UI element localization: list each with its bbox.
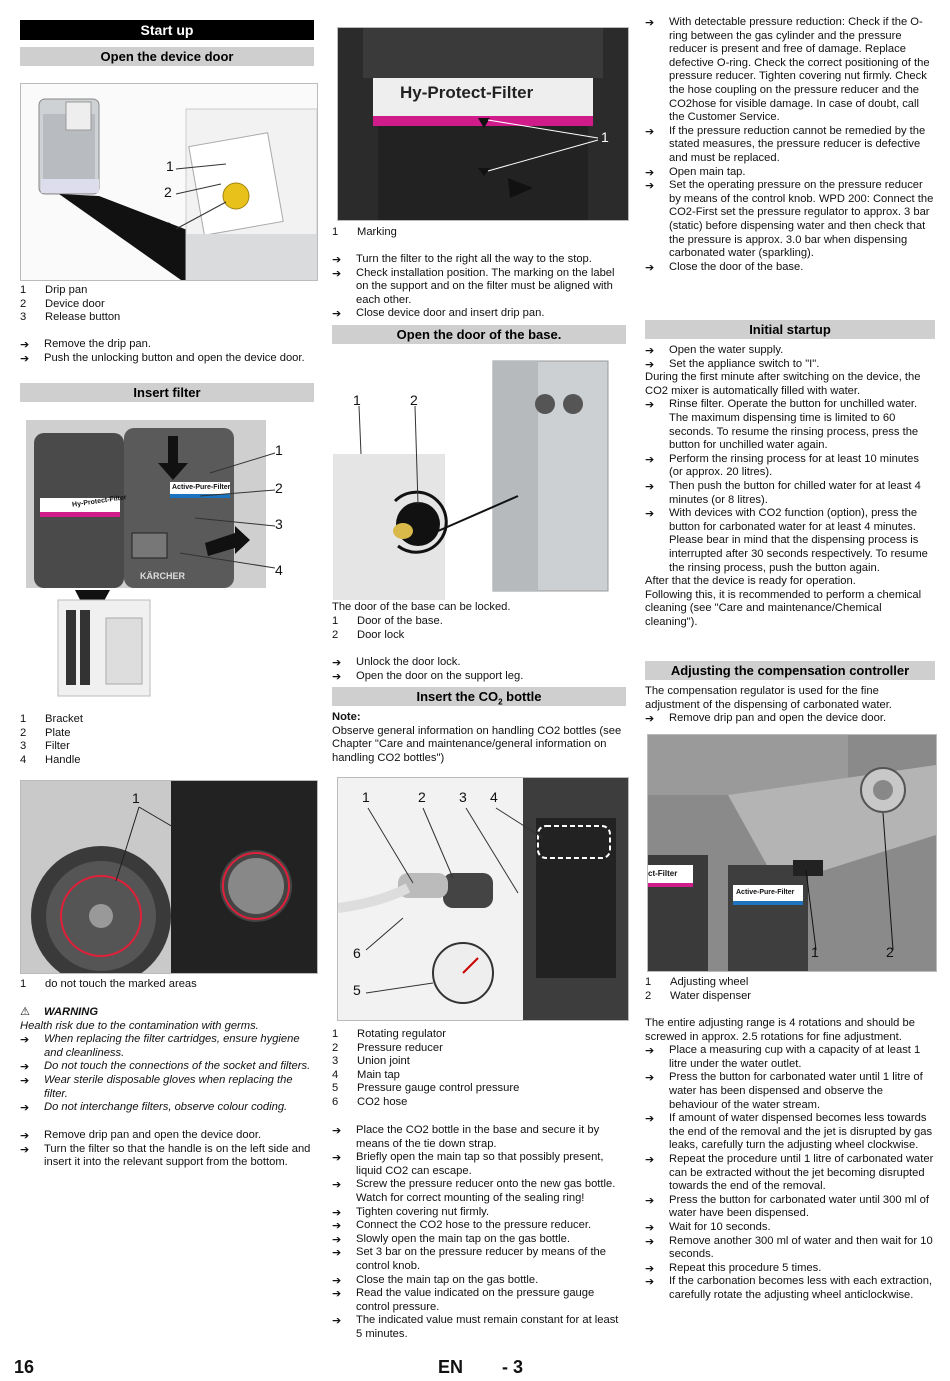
heading-compensation-controller: Adjusting the compensation controller [645, 661, 935, 680]
arrow-icon: ➔ [645, 1193, 655, 1207]
arrow-icon: ➔ [332, 1219, 342, 1233]
co2-note: Note: Observe general information on handling CO2 bottles (see Chapter "Care and maintenance/general information on handling CO2 bottles") [332, 711, 622, 764]
arrow-icon: ➔ [332, 307, 342, 321]
arrow-icon: ➔ [332, 1246, 342, 1260]
arrow-icon: ➔ [645, 344, 655, 357]
arrow-icon: ➔ [332, 1232, 342, 1246]
active-pure-label: Active-Pure-Filter [172, 484, 231, 491]
arrow-icon: ➔ [645, 124, 655, 138]
arrow-icon: ➔ [645, 1261, 655, 1275]
arrow-icon: ➔ [332, 1287, 342, 1301]
arrow-icon: ➔ [645, 357, 655, 371]
initial-startup-body: ➔ Open the water supply. ➔ Set the appliance switch to "I". During the first minute after switching on the device, the CO2 mixer is automatically filled with water. ➔ Rinse filter. Operate the button for unchilled water. The maximum dispensing time is limited to 60 seconds. To resume the rinsing process, press the button for unchilled water again. ➔ Perform the rinsing process for at least 10 minutes (or approx. 20 litres). ➔ Then push the button for chilled water for at least 4 minutes (or 8 litres). ➔ With devices with CO2 function (option), press the button for carbonated water for at least 4 minutes. Please bear in mind that the dispensing process is interrupted after 30 seconds respectively. To resume the rinsing process, push the button again. After that the device is ready for operation. Following this, it is recommended to perform a chemical cleaning (see "Care and maintenance/Chemical cleaning"). [645, 344, 928, 628]
section-title-start-up: Start up [20, 20, 314, 40]
legend-open-door: 1 Drip pan 2 Device door 3 Release button [20, 284, 121, 324]
steps-pressure: ➔ With detectable pressure reduction: Check if the O-ring between the gas cylinder and the pressure reducer is present and free of damage. Replace defective O-ring. Check the correct positioning of the pressure reducer. Tighten covering nut firmly. Check the hose coupling on the pressure reducer and the CO2hose for visible damage. In case of doubt, call the Customer Service. ➔ If the pressure reduction cannot be remedied by the stated measures, the pressure reducer is defective and must be replaced. ➔ Open main tap. ➔ Set the operating pressure on the pressure reducer by means of the control knob. WPD 200: Connect the CO2-First set the pressure regulator to approx. 3 bar (static) before dispensing water and then check that the pressure is approx. 3.0 bar when dispensing carbonated water (sparkling). ➔ Close the door of the base. [645, 16, 934, 274]
heading-insert-filter: Insert filter [20, 383, 314, 402]
callout-2: 2 [886, 944, 894, 960]
heading-insert-co2: Insert the $CO_2$ bottle [332, 687, 626, 706]
arrow-icon: ➔ [332, 1178, 342, 1192]
hy-protect-label: Hy-Protect-Filter [400, 83, 534, 102]
arrow-icon: ➔ [645, 179, 655, 193]
legend-insert-filter: 1 Bracket 2 Plate 3 Filter 4 Handle [20, 713, 83, 766]
callout-2: 2 [275, 480, 283, 496]
insert-filter-figure [20, 418, 316, 700]
arrow-icon: ➔ [20, 1073, 30, 1087]
callout-5: 5 [353, 982, 361, 998]
hy-protect-label-partial: ct-Filter [648, 869, 678, 878]
steps-co2: ➔ Place the CO2 bottle in the base and secure it by means of the tie down strap. ➔ Briefly open the main tap so that possibly present, liquid CO2 can escape. ➔ Screw the pressure reducer onto the new gas bottle. Watch for correct mounting of the sealing ring! ➔ Tighten covering nut firmly. ➔ Connect the CO2 hose to the pressure reducer. ➔ Slowly open the main tap on the gas bottle. ➔ Set 3 bar on the pressure reducer by means of the control knob. ➔ Close the main tap on the gas bottle. ➔ Read the value indicated on the pressure gauge control pressure. ➔ The indicated value must remain constant for at least 5 minutes. [332, 1124, 619, 1340]
steps-insert-filter: ➔ Remove drip pan and open the device door. ➔ Turn the filter so that the handle is on the left side and insert it into the relevant support from the bottom. [20, 1129, 311, 1169]
arrow-icon: ➔ [332, 1205, 342, 1219]
hy-protect-label: Hy-Protect-Filter [71, 494, 128, 509]
heading-initial-startup: Initial startup [645, 320, 935, 339]
arrow-icon: ➔ [20, 338, 30, 351]
callout-6: 6 [353, 945, 361, 961]
callout-2: 2 [418, 789, 426, 805]
arrow-icon: ➔ [20, 1101, 30, 1115]
marked-areas-figure [20, 780, 318, 974]
callout-1: 1 [275, 442, 283, 458]
arrow-icon: ➔ [20, 351, 30, 365]
arrow-icon: ➔ [645, 507, 655, 521]
arrow-icon: ➔ [20, 1060, 30, 1074]
arrow-icon: ➔ [332, 669, 342, 683]
arrow-icon: ➔ [20, 1142, 30, 1156]
arrow-icon: ➔ [645, 1071, 655, 1085]
arrow-icon: ➔ [332, 1314, 342, 1328]
arrow-icon: ➔ [332, 1273, 342, 1287]
callout-3: 3 [459, 789, 467, 805]
warning-icon: ⚠ [20, 1005, 31, 1018]
arrow-icon: ➔ [332, 656, 342, 669]
steps-open-door: ➔ Remove the drip pan. ➔ Push the unlocking button and open the device door. [20, 338, 305, 365]
arrow-icon: ➔ [645, 165, 655, 179]
compensation-figure [647, 734, 937, 972]
legend-marking: 1 Marking [332, 226, 397, 238]
callout-1: 1 [811, 944, 819, 960]
arrow-icon: ➔ [645, 479, 655, 493]
arrow-icon: ➔ [645, 1112, 655, 1126]
legend-compensation: 1 Adjusting wheel 2 Water dispenser [645, 976, 752, 1002]
arrow-icon: ➔ [645, 16, 655, 29]
active-pure-label: Active-Pure-Filter [736, 889, 795, 896]
arrow-icon: ➔ [645, 260, 655, 274]
callout-1: 1 [132, 790, 140, 806]
arrow-icon: ➔ [20, 1129, 30, 1142]
co2-bottle-figure [337, 777, 629, 1021]
karcher-logo: KÄRCHER [140, 571, 185, 581]
callout-3: 3 [275, 516, 283, 532]
arrow-icon: ➔ [645, 1234, 655, 1248]
callout-4: 4 [490, 789, 498, 805]
legend-marked-areas: 1 do not touch the marked areas [20, 978, 197, 990]
steps-base-door: ➔ Unlock the door lock. ➔ Open the door on the support leg. [332, 656, 524, 683]
callout-1: 1 [362, 789, 370, 805]
arrow-icon: ➔ [332, 1151, 342, 1165]
legend-base-door: 1 Door of the base. 2 Door lock [332, 615, 443, 641]
arrow-icon: ➔ [332, 266, 342, 280]
base-door-intro: The door of the base can be locked. [332, 601, 511, 613]
compensation-intro: The compensation regulator is used for the fine adjustment of the dispensing of carbonated water. ➔ Remove drip pan and open the device door. [645, 685, 892, 726]
arrow-icon: ➔ [645, 1275, 655, 1289]
filter-marking-figure [337, 27, 629, 221]
callout-1: 1 [353, 392, 361, 408]
arrow-icon: ➔ [20, 1033, 30, 1047]
arrow-icon: ➔ [645, 398, 655, 412]
legend-co2: 1 Rotating regulator 2 Pressure reducer 3 Union joint 4 Main tap 5 Pressure gauge control pressure 6 CO2 hose [332, 1028, 520, 1108]
language-code: EN [438, 1357, 464, 1377]
arrow-icon: ➔ [645, 1044, 655, 1058]
arrow-icon: ➔ [645, 1152, 655, 1166]
heading-open-base-door: Open the door of the base. [332, 325, 626, 344]
device-door-figure [20, 83, 318, 281]
arrow-icon: ➔ [332, 1124, 342, 1137]
callout-2: 2 [410, 392, 418, 408]
steps-compensation: The entire adjusting range is 4 rotations and should be screwed in approx. 2.5 rotations for fine adjustment. ➔ Place a measuring cup with a capacity of at least 1 litre under the water outlet. ➔ Press the button for carbonated water until 1 litre of water has been dispensed and observe the behaviour of the water stream. ➔ If amount of water dispensed becomes less towards the end of the removal and the jet is disrupted by gas leaks, carefully turn the adjusting wheel clockwise. ➔ Repeat the procedure until 1 litre of carbonated water can be extracted without the jet becoming disrupted towards the end of the removal. ➔ Press the button for carbonated water until 300 ml of water have been dispensed. ➔ Wait for 10 seconds. ➔ Remove another 300 ml of water and then wait for 10 seconds. ➔ Repeat this procedure 5 times. ➔ If the carbonation becomes less with each extraction, carefully rotate the adjusting wheel anticlockwise. [645, 1017, 934, 1301]
heading-open-device-door: Open the device door [20, 47, 314, 66]
warning-block: ⚠ WARNING Health risk due to the contamination with germs. ➔ When replacing the filter cartridges, ensure hygiene and cleanliness. ➔ Do not touch the connections of the socket and filters. ➔ Wear sterile disposable gloves when replacing the filter. ➔ Do not interchange filters, observe colour coding. [20, 1005, 311, 1115]
base-door-figure [333, 356, 626, 600]
arrow-icon: ➔ [645, 452, 655, 466]
callout-4: 4 [275, 562, 283, 578]
section-page: - 3 [502, 1357, 524, 1377]
callout-3: 3 [164, 219, 172, 235]
arrow-icon: ➔ [332, 253, 342, 266]
page-number: 16 [14, 1357, 35, 1377]
callout-2: 2 [164, 184, 172, 200]
arrow-icon: ➔ [645, 712, 655, 726]
arrow-icon: ➔ [645, 1220, 655, 1234]
steps-filter-install: ➔ Turn the filter to the right all the way to the stop. ➔ Check installation position. The marking on the label on the support and on the filter must be aligned with each other. ➔ Close device door and insert drip pan. [332, 253, 615, 321]
callout-1: 1 [601, 129, 609, 145]
callout-1: 1 [166, 158, 174, 174]
